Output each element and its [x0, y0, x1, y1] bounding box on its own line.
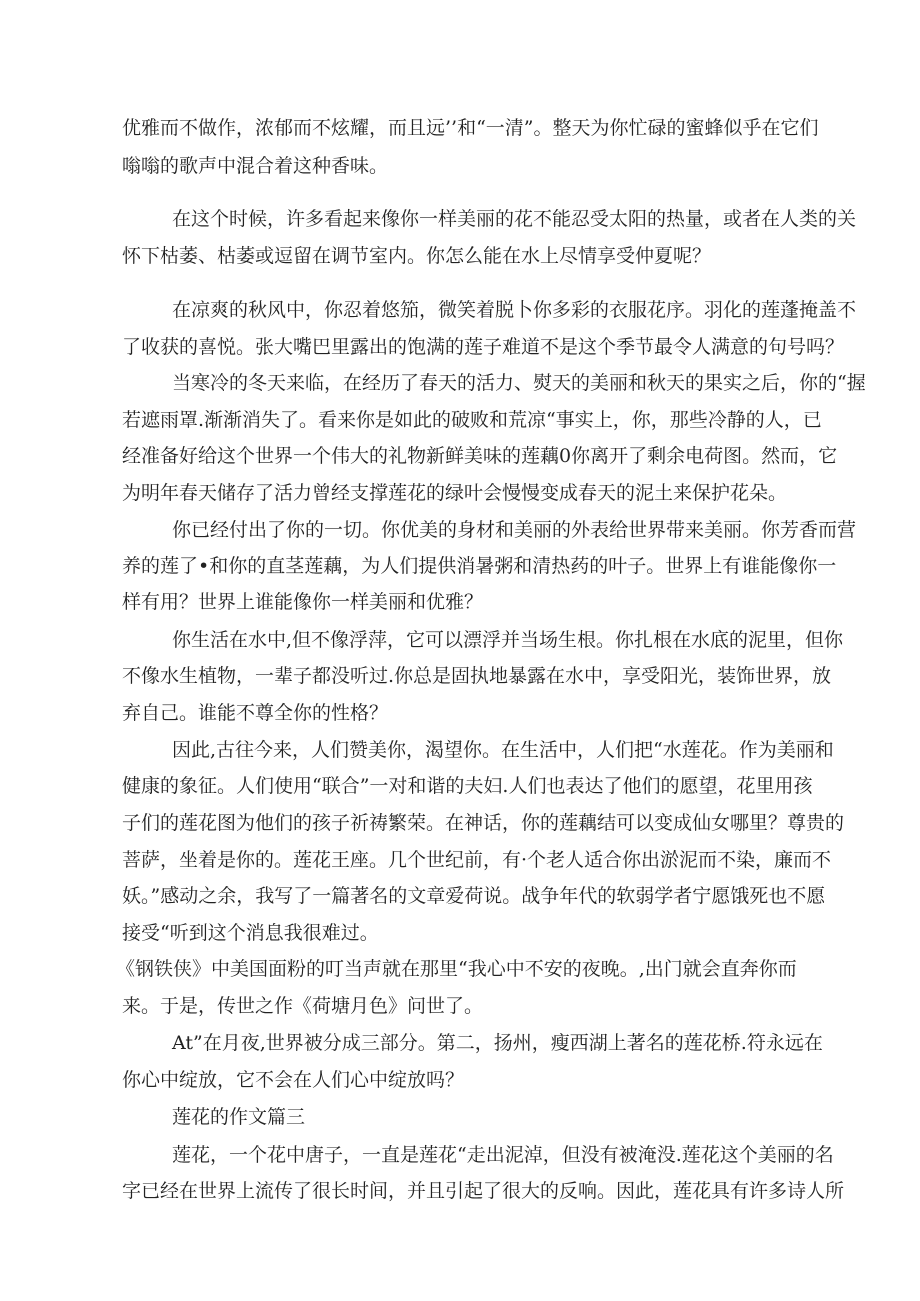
text-line: 字已经在世界上流传了很长时间，并且引起了很大的反响。因此，莲花具有许多诗人所 — [122, 1180, 845, 1202]
text-line: 嗡嗡的歌声中混合着这种香味。 — [122, 155, 389, 177]
section-heading: 莲花的作文篇三 — [172, 1106, 306, 1128]
text-line: 为明年春天储存了活力曾经支撑莲花的绿叶会慢慢变成春天的泥土来保护花朵。 — [122, 482, 788, 504]
text-line: 在凉爽的秋风中，你忍着悠笳，微笑着脱卜你多彩的衣服花序。羽化的莲蓬掩盖不 — [172, 299, 857, 321]
text-line: 怀下枯萎、枯萎或逗留在调节室内。你怎么能在水上尽情享受仲夏呢？ — [122, 245, 712, 267]
text-line: 养的莲了•和你的直茎莲藕，为人们提供消暑粥和清热药的叶子。世界上有谁能像你一 — [122, 555, 837, 577]
text-line: 在这个时候，许多看起来像你一样美丽的花不能忍受太阳的热量，或者在人类的关 — [172, 208, 857, 230]
text-line: 若遮雨罩.渐渐消失了。看来你是如此的破败和荒凉“事实上，你，那些冷静的人，已 — [122, 409, 822, 431]
text-line: 妖。”感动之余，我写了一篇著名的文章爱荷说。战争年代的软弱学者宁愿饿死也不愿 — [122, 885, 826, 907]
text-line: 了收获的喜悦。张大嘴巴里露出的饱满的莲子难道不是这个季节最令人满意的句号吗？ — [122, 336, 845, 358]
text-line: 来。于是，传世之作《荷塘月色》问世了。 — [122, 995, 484, 1017]
text-line: 不像水生植物，一辈子都没听过.你总是固执地暴露在水中，享受阳光，装饰世界，放 — [122, 665, 832, 687]
text-line: 当寒冷的冬天来临，在经历了春天的活力、熨天的美丽和秋天的果实之后，你的“握 — [172, 372, 866, 394]
text-line: 《钢铁侠》中美国面粉的叮当声就在那里“我心中不安的夜晚。,出门就会直奔你而 — [116, 958, 797, 980]
text-line: 经准备好给这个世界一个伟大的礼物新鲜美味的莲藕0你离开了剩余电荷图。然而，它 — [122, 445, 838, 467]
text-line: 样有用？世界上谁能像你一样美丽和优雅？ — [122, 591, 484, 613]
text-line: 莲花，一个花中唐子，一直是莲花“走出泥淖，但没有被淹没.莲花这个美丽的名 — [172, 1144, 834, 1166]
text-line: 你已经付出了你的一切。你优美的身材和美丽的外表给世界带来美丽。你芳香而营 — [172, 519, 857, 541]
text-line: 弃自己。谁能不尊全你的性格？ — [122, 702, 389, 724]
text-line: 因此,古往今来，人们赞美你，渴望你。在生活中，人们把“水莲花。作为美丽和 — [172, 739, 834, 761]
text-line: 你心中绽放，它不会在人们心中绽放吗？ — [122, 1069, 465, 1091]
text-line: 你生活在水中,但不像浮萍，它可以漂浮并当场生根。你扎根在水底的泥里，但你 — [172, 629, 844, 651]
text-line: 健康的象征。人们使用“联合”一对和谐的夫妇.人们也表达了他们的愿望，花里用孩 — [122, 775, 813, 797]
text-line: At”在月夜,世界被分成三部分。第二，扬州，瘦西湖上著名的莲花桥.符永远在 — [172, 1032, 823, 1054]
text-line: 接受“听到这个消息我很难过。 — [122, 922, 379, 944]
text-line: 优雅而不做作，浓郁而不炫耀，而且远’’和“一清”。整天为你忙碌的蜜蜂似乎在它们 — [122, 117, 819, 139]
text-line: 菩萨，坐着是你的。莲花王座。几个世纪前，有·个老人适合你出淤泥而不染，廉而不 — [122, 849, 832, 871]
text-line: 子们的莲花图为他们的孩子祈祷繁荣。在神话，你的莲藕结可以变成仙女哪里？尊贵的 — [122, 812, 845, 834]
